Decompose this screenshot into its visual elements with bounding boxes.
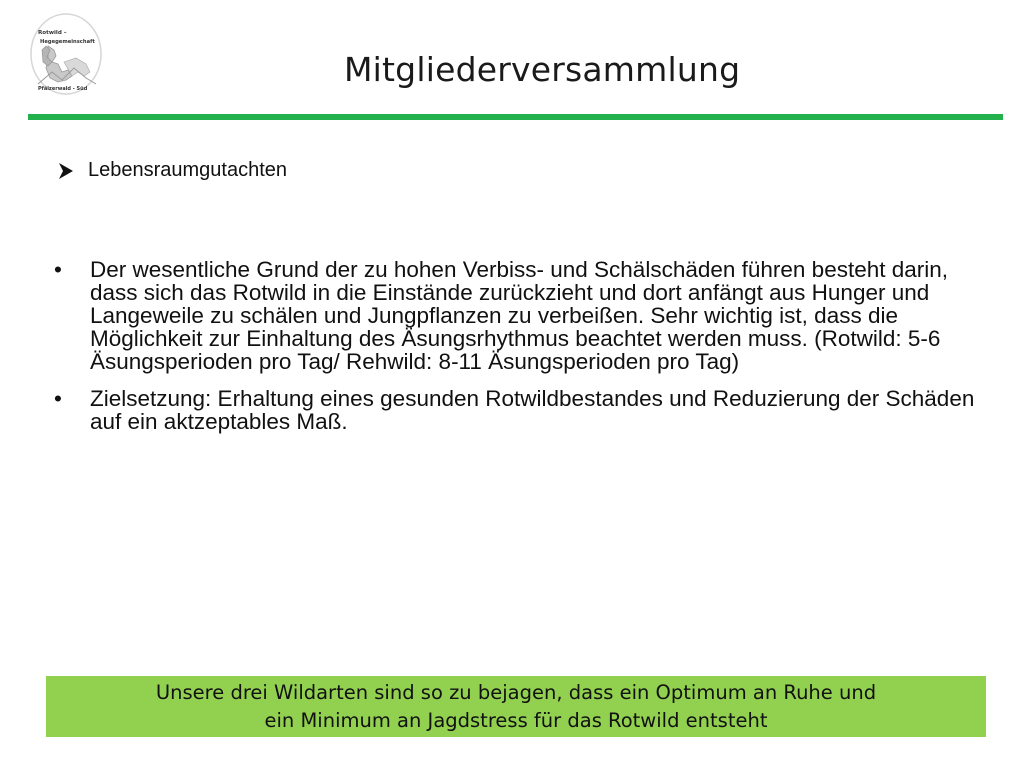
organization-logo bbox=[28, 10, 104, 102]
arrow-bullet-icon bbox=[56, 161, 76, 181]
footer-line-2: ein Minimum an Jagdstress für das Rotwild entsteht bbox=[264, 708, 768, 732]
section-heading bbox=[56, 159, 287, 182]
bullet-item bbox=[50, 258, 980, 373]
logo-line-1: Rotwild – bbox=[38, 30, 67, 36]
red-deer-emblem-icon bbox=[28, 10, 104, 102]
slide-title: Mitgliederversammlung bbox=[344, 50, 741, 89]
title-divider bbox=[28, 114, 1003, 120]
footer-banner bbox=[46, 676, 986, 737]
bullet-text: Der wesentliche Grund der zu hohen Verbiss- und Schälschäden führen besteht darin, dass sich das Rotwild in die Einstände zurückzieht und dort anfängt aus Hunger und Langeweile zu schälen und Jungpflanzen zu verbeißen. Sehr wichtig ist, dass die Möglichkeit zur Einhaltung des Äsungsrhythmus beachtet werden muss. (Rotwild: 5-6 Äsungsperioden pro Tag/ Rehwild: 8-11 Äsungsperioden pro Tag) bbox=[90, 257, 949, 374]
section-heading-label: Lebensraumgutachten bbox=[88, 159, 288, 181]
logo-line-3: Pfälzerwald - Süd bbox=[38, 86, 88, 92]
bullet-text: Zielsetzung: Erhaltung eines gesunden Rotwildbestandes und Reduzierung der Schäden auf ein aktzeptables Maß. bbox=[90, 386, 975, 434]
bullet-marker: • bbox=[54, 257, 62, 282]
logo-line-2: Hegegemeinschaft bbox=[40, 39, 95, 45]
bullet-marker: • bbox=[54, 386, 62, 411]
footer-line-1: Unsere drei Wildarten sind so zu bejagen, dass ein Optimum an Ruhe und bbox=[155, 680, 877, 704]
bullet-item bbox=[50, 387, 980, 433]
bullet-list bbox=[50, 258, 980, 447]
